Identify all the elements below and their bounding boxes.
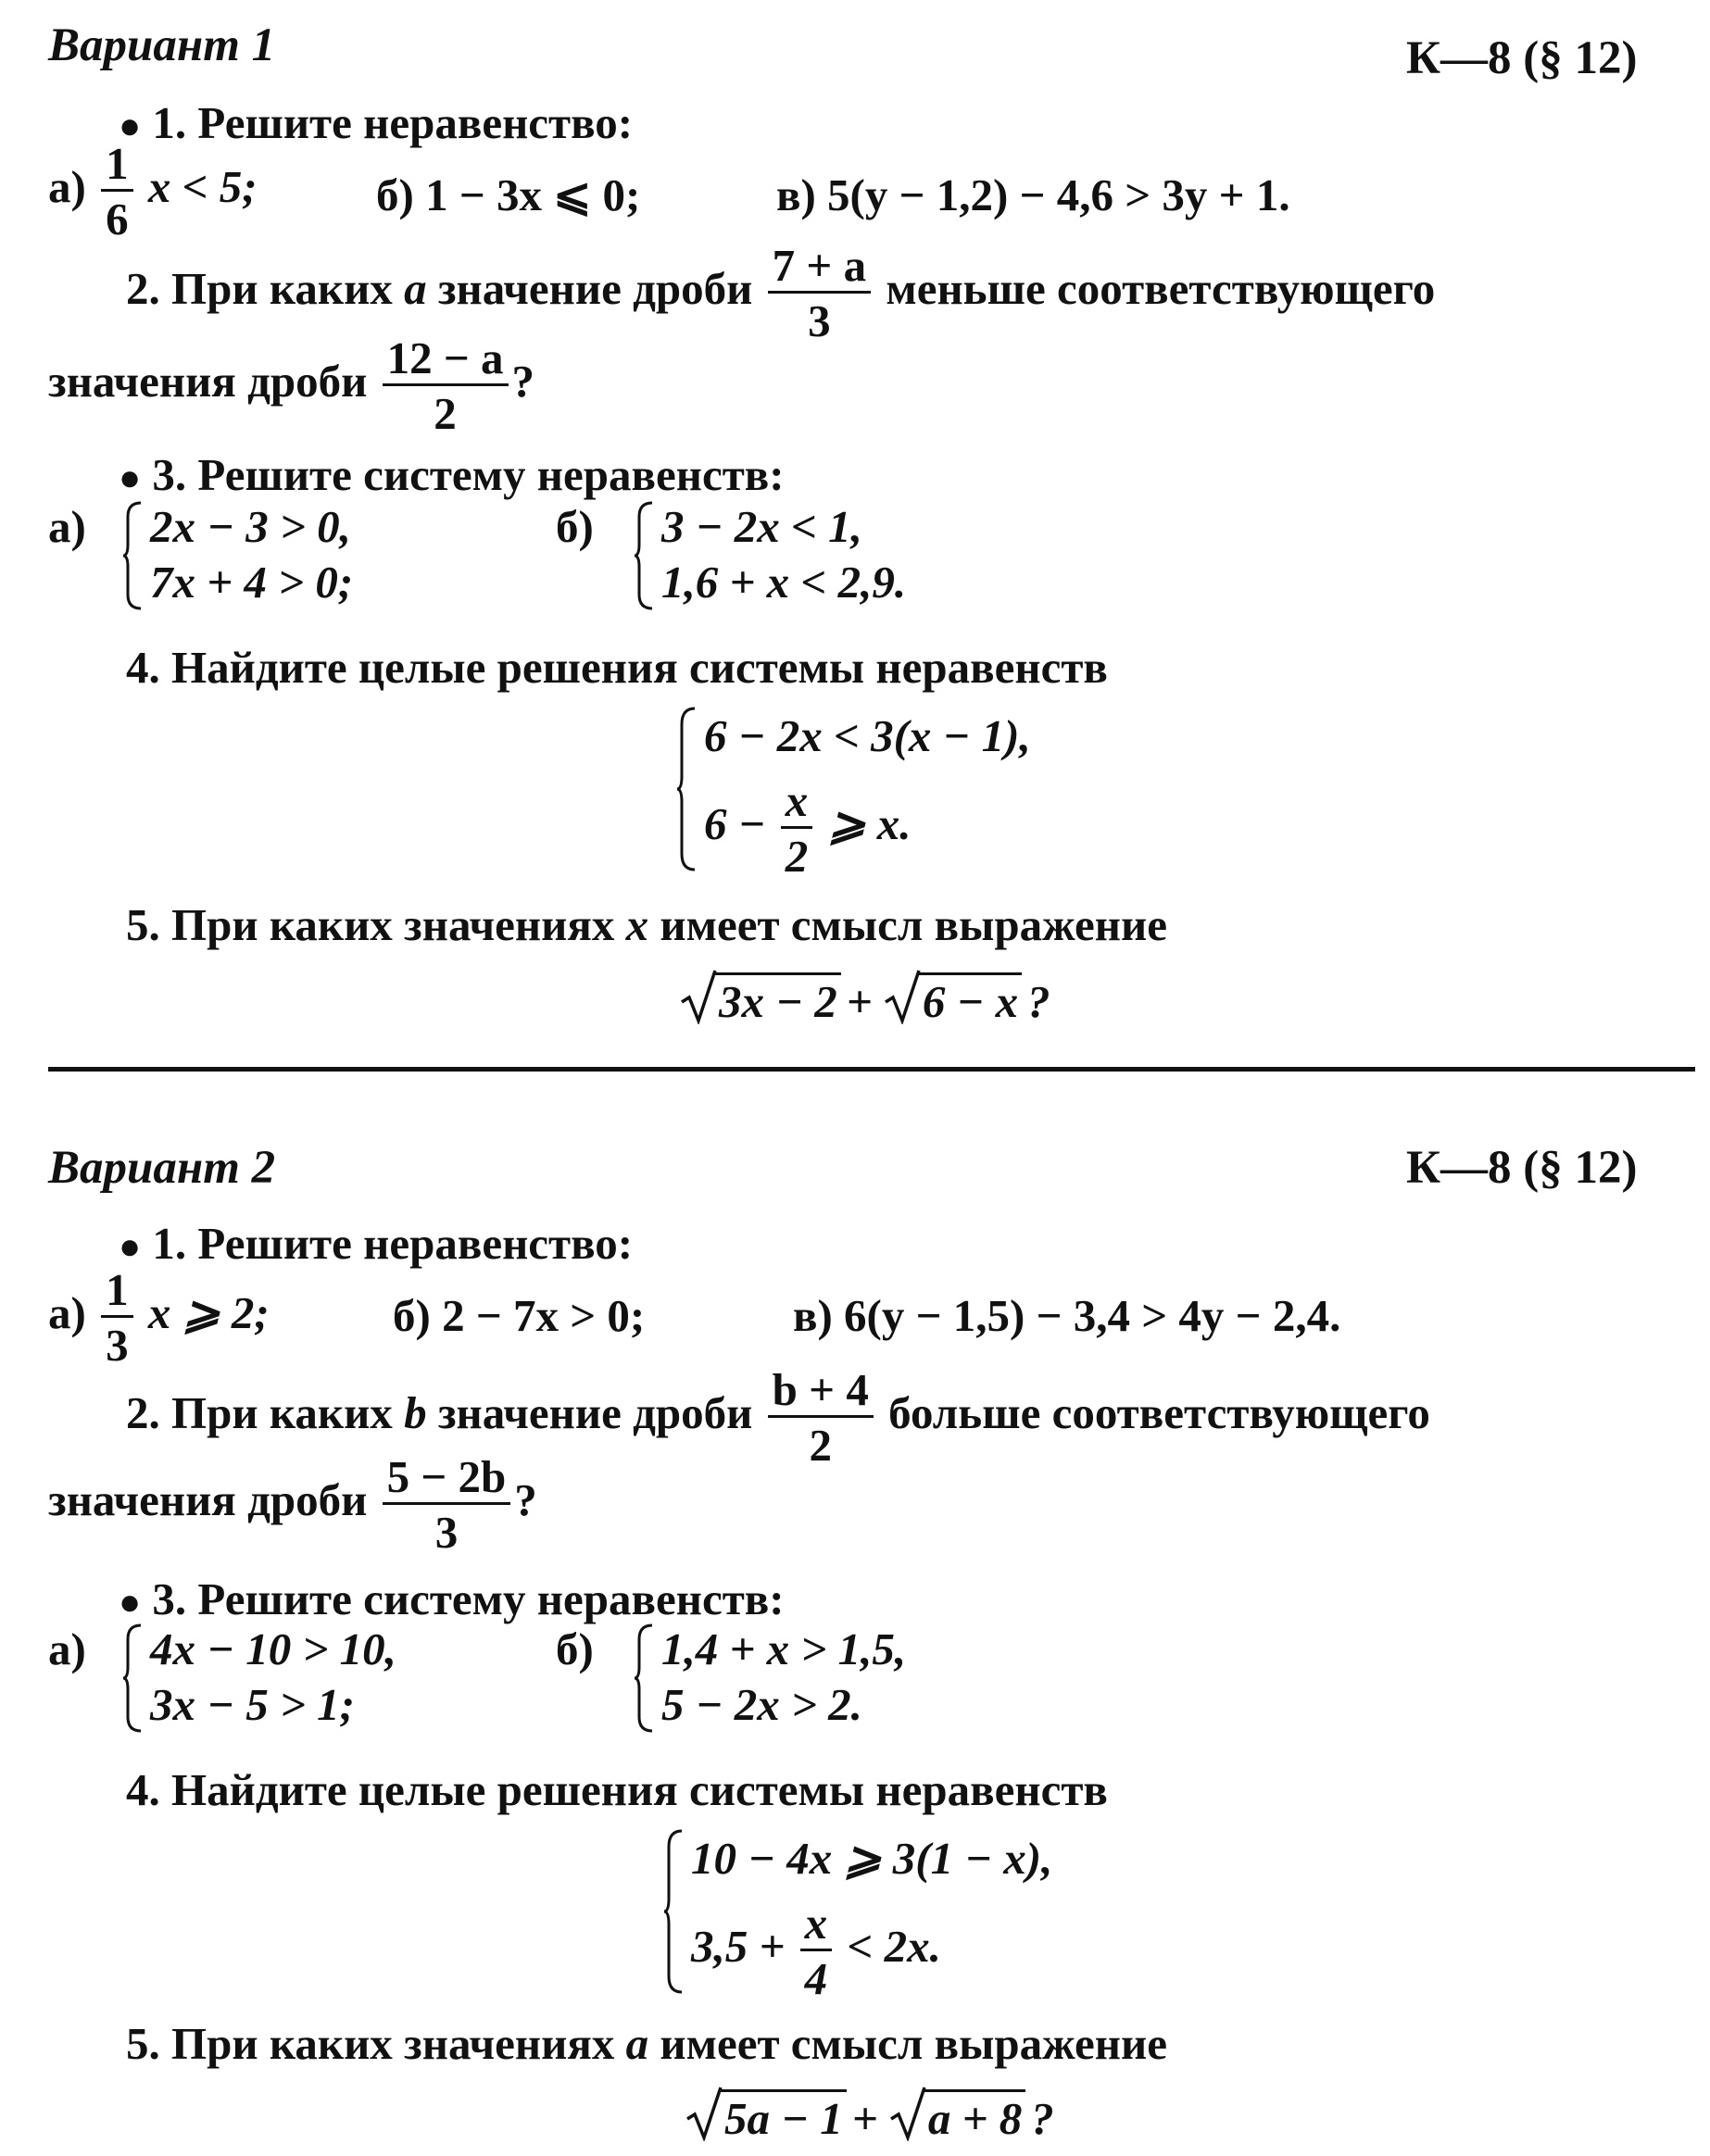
- left-brace-icon: [676, 706, 697, 872]
- task-5-heading: 5. При каких значениях x имеет смысл выражение: [126, 899, 1167, 950]
- fraction: $\frac{5 - 2b}{3}$: [383, 1454, 511, 1555]
- bullet-icon: ●: [119, 1225, 142, 1267]
- task-1-part-b: [393, 1289, 645, 1342]
- section-divider: [48, 1067, 1695, 1072]
- task-3-b-label: б): [556, 1623, 594, 1674]
- square-root: 5a − 1: [685, 2089, 847, 2145]
- fraction: $\frac{b + 4}{2}$: [768, 1367, 874, 1468]
- variant-1-title: Вариант 1: [48, 19, 276, 71]
- radical-sign-icon: [884, 967, 921, 1024]
- radical-sign-icon: [685, 2084, 723, 2141]
- square-root: a + 8: [889, 2089, 1025, 2145]
- inequality: 5(y − 1,2) − 4,6 > 3y + 1.: [827, 169, 1290, 220]
- radical-sign-icon: [889, 2084, 926, 2141]
- task-5-heading: 5. При каких значениях a имеет смысл выражение: [126, 2018, 1167, 2069]
- bullet-icon: ●: [119, 1581, 142, 1623]
- left-brace-icon: [122, 500, 143, 611]
- task-3-b-label: б): [556, 501, 594, 552]
- fraction: $\frac{x}{2}$: [781, 778, 813, 879]
- variant-2-title: Вариант 2: [48, 1142, 276, 1194]
- part-label: б): [376, 169, 414, 220]
- variant-1-code: К—8 (§ 12): [1406, 32, 1638, 84]
- bullet-icon: ●: [119, 105, 142, 146]
- task-2-line-2: значения дроби $\frac{12 - a}{2}$ ?: [48, 332, 535, 439]
- task-3-b-system: 3 − 2x < 1, 1,6 + x < 2,9.: [634, 500, 1004, 611]
- part-label: а): [48, 1286, 86, 1338]
- task-3-b-system: 1,4 + x > 1,5, 5 − 2x > 2.: [634, 1623, 1004, 1734]
- task-5-expression: 5a − 1 + a + 8 ?: [685, 2089, 1054, 2145]
- task-1-part-a: [48, 1264, 270, 1371]
- task-1-part-a: [48, 138, 258, 244]
- left-brace-icon: [634, 1623, 654, 1734]
- fraction: $\frac{x}{4}$: [800, 1900, 833, 2001]
- part-label: в): [776, 169, 816, 220]
- task-2-line-1: 2. При каких a значение дроби $\frac{7 + a}{3}$ меньше соответствующего: [126, 240, 1436, 346]
- task-1-part-b: [376, 169, 640, 221]
- task-1-part-c: [793, 1289, 1340, 1342]
- fraction: $\frac{1}{3}$: [101, 1267, 133, 1368]
- task-3-a-system: 4x − 10 > 10, 3x − 5 > 1;: [122, 1623, 511, 1734]
- square-root: 6 − x: [884, 972, 1022, 1028]
- bullet-icon: ●: [119, 457, 142, 498]
- task-4-system: 6 − 2x < 3(x − 1), 6 − $\frac{x}{2}$ ⩾ x.: [676, 706, 1158, 872]
- task-3-a-label: а): [48, 1623, 86, 1674]
- task-3-heading: ● 3. Решите систему неравенств:: [119, 1573, 785, 1624]
- left-brace-icon: [663, 1828, 684, 1995]
- left-brace-icon: [122, 1623, 143, 1734]
- fraction: $\frac{1}{6}$: [101, 141, 133, 242]
- task-2-line-1: 2. При каких b значение дроби $\frac{b + 4}{2}$ больше соответствующего: [126, 1364, 1430, 1471]
- task-4-heading: 4. Найдите целые решения системы неравенств: [126, 642, 1108, 693]
- fraction: $\frac{7 + a}{3}$: [768, 243, 871, 344]
- part-label: в): [793, 1290, 833, 1341]
- part-label: а): [48, 160, 86, 212]
- task-4-heading: 4. Найдите целые решения системы неравенств: [126, 1764, 1108, 1815]
- task-3-heading: ● 3. Решите систему неравенств:: [119, 449, 785, 500]
- task-1-heading: ● 1. Решите неравенство:: [119, 1218, 634, 1269]
- left-brace-icon: [634, 500, 654, 611]
- fraction: $\frac{12 - a}{2}$: [383, 335, 509, 436]
- inequality: x < 5;: [147, 160, 258, 212]
- inequality: 2 − 7x > 0;: [442, 1290, 646, 1341]
- variant-2-code: К—8 (§ 12): [1406, 1142, 1638, 1194]
- radical-sign-icon: [680, 967, 717, 1024]
- inequality: 6(y − 1,5) − 3,4 > 4y − 2,4.: [844, 1290, 1341, 1341]
- task-3-a-system: 2x − 3 > 0, 7x + 4 > 0;: [122, 500, 493, 611]
- inequality: 1 − 3x ⩽ 0;: [425, 169, 641, 220]
- task-3-a-label: а): [48, 501, 86, 552]
- task-1-heading: ● 1. Решите неравенство:: [119, 97, 634, 148]
- square-root: 3x − 2: [680, 972, 841, 1028]
- task-4-system: 10 − 4x ⩾ 3(1 − x), 3,5 + $\frac{x}{4}$ < 2x.: [663, 1828, 1163, 1995]
- inequality: x ⩾ 2;: [147, 1286, 270, 1338]
- task-2-line-2: значения дроби $\frac{5 - 2b}{3}$ ?: [48, 1451, 537, 1558]
- task-5-expression: 3x − 2 + 6 − x ?: [680, 972, 1050, 1028]
- part-label: б): [393, 1290, 431, 1341]
- task-1-part-c: [776, 169, 1290, 221]
